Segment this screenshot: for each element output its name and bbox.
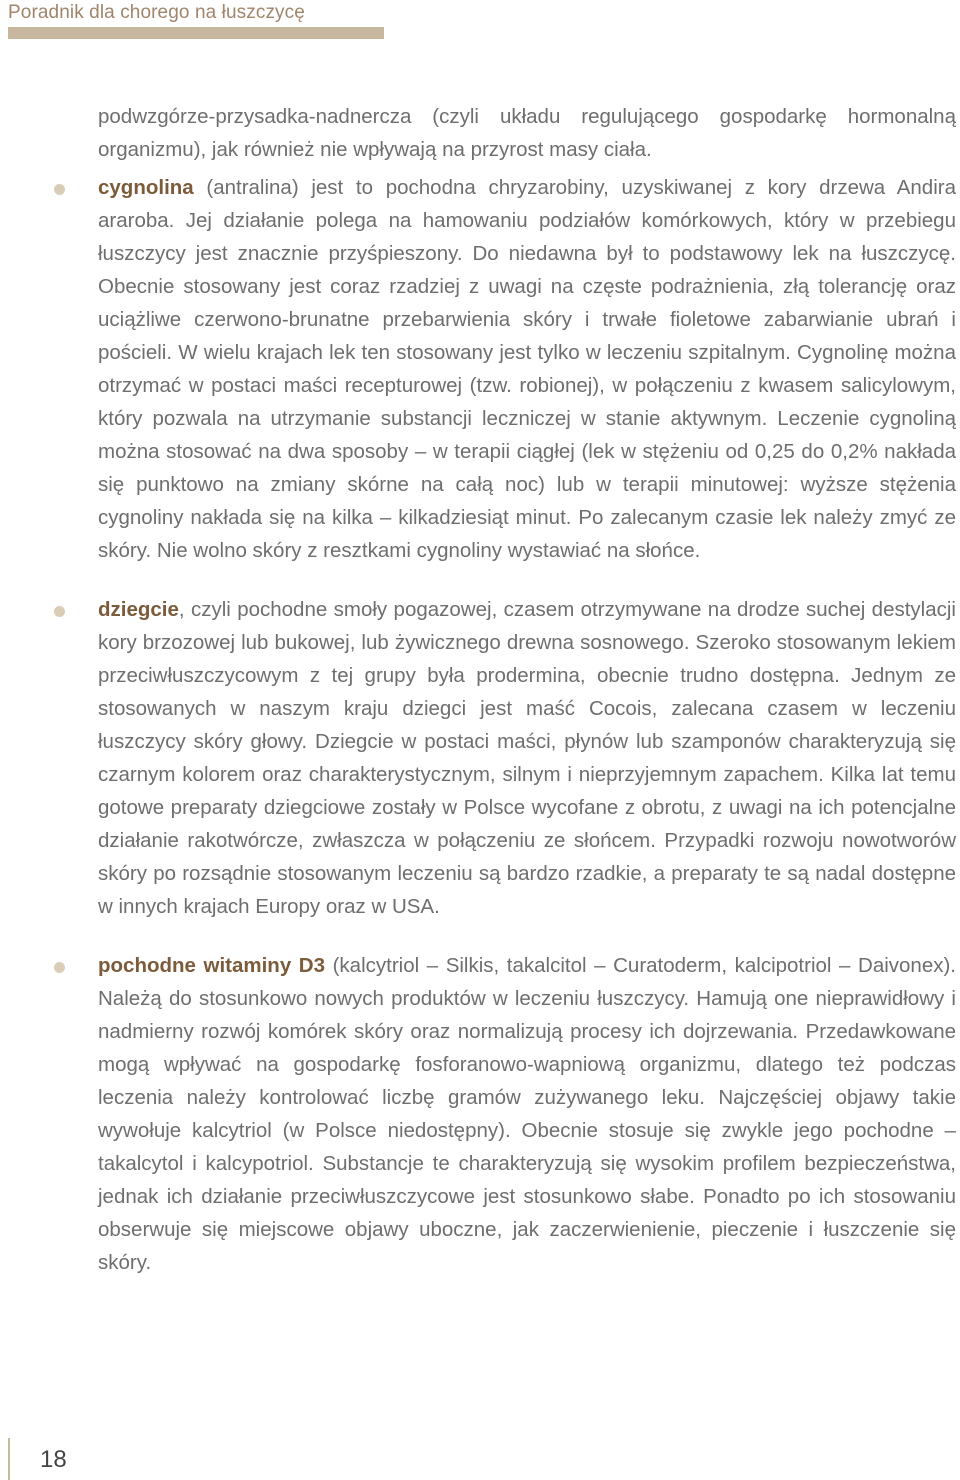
term-description: (antralina) jest to pochodna chryzarobiny, uzyskiwanej z kory drzewa Andira araroba. Jej działanie polega na hamowaniu podziałów komórkowych, który w przebiegu łuszczycy jest znacznie przyśpieszony. Do niedawna był to podstawowy lek na łuszczycę. Obecnie stosowany jest coraz rzadziej z uwagi na częste podrażnienia, złą tolerancję oraz uciążliwe czerwono-brunatne przebarwienia skóry i trwałe fioletowe zabarwianie ubrań i pościeli. W wielu krajach lek ten stosowany jest tylko w leczeniu szpitalnym. Cygnolinę można otrzymać w postaci maści recepturowej (tzw. robionej), w połączeniu z kwasem salicylowym, który pozwala na utrzymanie substancji leczniczej w stanie aktywnym. Leczenie cygnoliną można stosować na dwa sposoby – w terapii ciągłej (lek w stężeniu od 0,25 do 0,2% nakłada się punktowo na zmiany skórne na całą noc) lub w terapii minutowej: wyższe stężenia cygnoliny nakłada się na kilka – kilkadziesiąt minut. Po zalecanym czasie lek należy zmyć ze skóry. Nie wolno skóry z resztkami cygnoliny wystawiać na słońce. bbox=[98, 176, 956, 562]
page-number: 18 bbox=[40, 1446, 67, 1473]
paragraph-gap bbox=[98, 923, 956, 949]
main-content bbox=[98, 100, 956, 1279]
paragraph-gap bbox=[98, 567, 956, 593]
list-item-text bbox=[98, 171, 956, 567]
list-item-vitamin-d3 bbox=[98, 949, 956, 1279]
list-item-cygnolina bbox=[98, 171, 956, 567]
page-footer bbox=[0, 1438, 100, 1480]
term-description: , czyli pochodne smoły pogazowej, czasem otrzymywane na drodze suchej destylacji kory brzozowej lub bukowej, lub żywicznego drewna sosnowego. Szeroko stosowanym lekiem przeciwłuszczycowym z tej grupy była prodermina, obecnie trudno dostępna. Jednym ze stosowanych w naszym kraju dziegci jest maść Cocois, zalecana czasem w leczeniu łuszczycy skóry głowy. Dziegcie w postaci maści, płynów lub szamponów charakteryzują się czarnym kolorem oraz charakterystycznym, silnym i nieprzyjemnym zapachem. Kilka lat temu gotowe preparaty dziegciowe zostały w Polsce wycofane z obrotu, z uwagi na ich potencjalne działanie rakotwórcze, zwłaszcza w połączeniu ze słońcem. Przypadki rozwoju nowotworów skóry po rozsądnie stosowanym leczeniu są bardzo rzadkie, a preparaty te są nadal dostępne w innych krajach Europy oraz w USA. bbox=[98, 598, 956, 918]
bullet-icon bbox=[54, 184, 65, 195]
bullet-icon bbox=[54, 606, 65, 617]
term-label: pochodne witaminy D3 bbox=[98, 954, 326, 977]
running-title: Poradnik dla chorego na łuszczycę bbox=[8, 2, 305, 23]
list-item-text bbox=[98, 593, 956, 923]
term-description: (kalcytriol – Silkis, takalcitol – Curatoderm, kalcipotriol – Daivonex). Należą do stosunkowo nowych produktów w leczeniu łuszczycy. Hamują one nieprawidłowy i nadmierny rozwój komórek skóry oraz normalizują procesy ich dojrzewania. Przedawkowane mogą wpływać na gospodarkę fosforanowo-wapniową organizmu, dlatego też podczas leczenia należy kontrolować liczbę gramów zużywanego leku. Najczęściej objawy takie wywołuje kalcytriol (w Polsce niedostępny). Obecnie stosuje się zwykle jego pochodne – takalcytol i kalcypotriol. Substancje te charakteryzują się wysokim profilem bezpieczeństwa, jednak ich działanie przeciwłuszczycowe jest stosunkowo słabe. Ponadto po ich stosowaniu obserwuje się miejscowe objawy uboczne, jak zaczerwienienie, pieczenie i łuszczenie się skóry. bbox=[98, 954, 956, 1274]
intro-paragraph: podwzgórze-przysadka-nadnercza (czyli układu regulującego gospodarkę hormonalną organizmu), jak również nie wpływają na przyrost masy ciała. bbox=[98, 105, 956, 161]
term-label: cygnolina bbox=[98, 176, 194, 199]
bullet-icon bbox=[54, 962, 65, 973]
list-item-text bbox=[98, 949, 956, 1279]
term-label: dziegcie bbox=[98, 598, 179, 621]
header-bar bbox=[8, 27, 384, 39]
list-item-dziegcie bbox=[98, 593, 956, 923]
footer-rule bbox=[8, 1438, 10, 1480]
